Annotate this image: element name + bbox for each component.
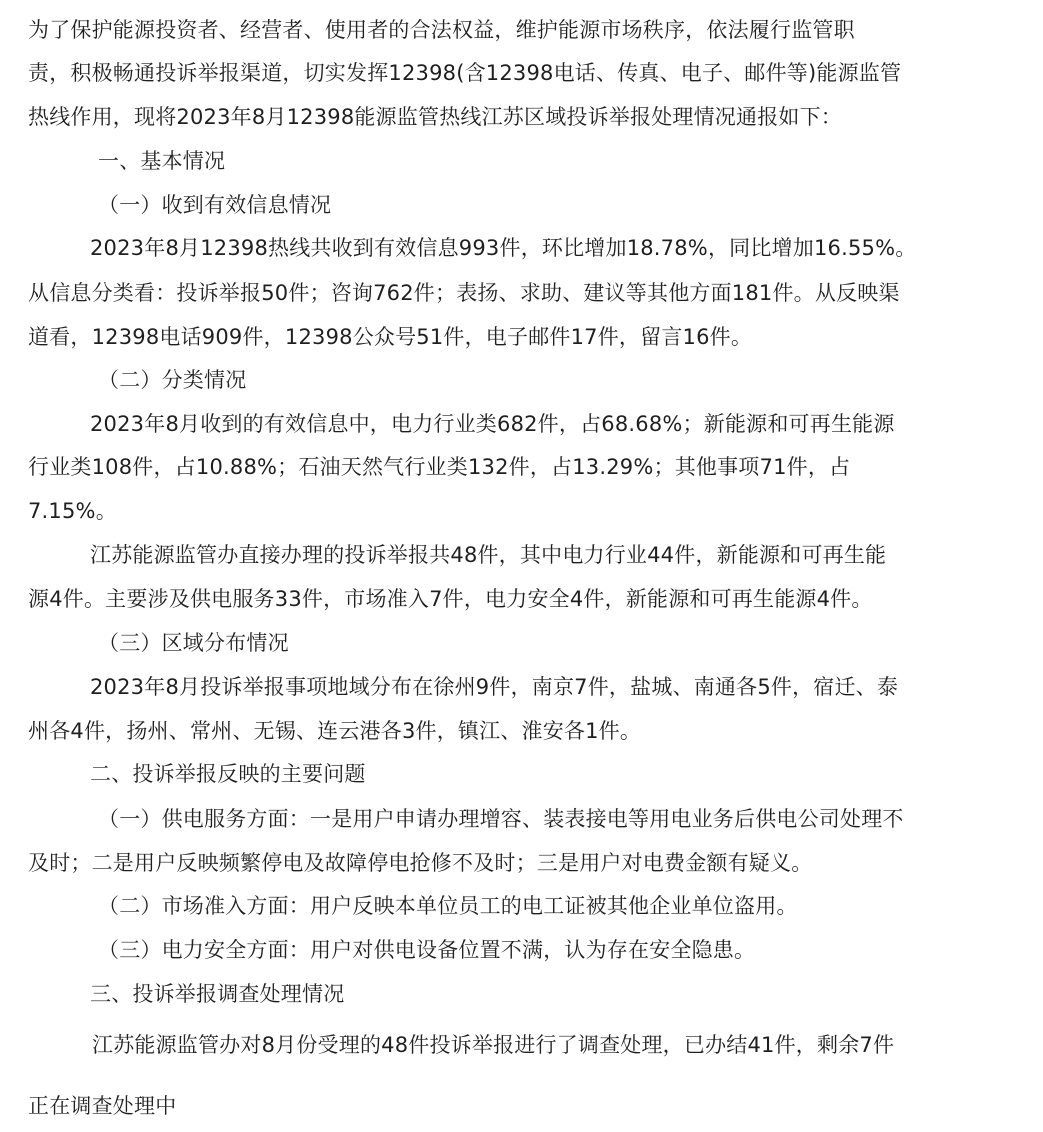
paragraph-power-supply-line-1: （一）供电服务方面：一是用户申请办理增容、装表接电等用电业务后供电公司处理不: [98, 807, 904, 831]
paragraph-power-safety: （三）电力安全方面：用户对供电设备位置不满，认为存在安全隐患。: [98, 938, 756, 962]
paragraph-valid-info-line-1: 2023年8月12398热线共收到有效信息993件，环比增加18.78%，同比增加16.55%。: [90, 236, 917, 260]
paragraph-regional-line-2: 州各4件，扬州、常州、无锡、连云港各3件，镇江、淮安各1件。: [28, 719, 642, 743]
paragraph-intro-line-1: 为了保护能源投资者、经营者、使用者的合法权益，维护能源市场秩序，依法履行监管职: [28, 18, 855, 42]
paragraph-power-supply-line-2: 及时；二是用户反映频繁停电及故障停电抢修不及时；三是用户对电费金额有疑义。: [28, 851, 813, 875]
paragraph-classification-line-3: 7.15%。: [28, 499, 117, 523]
paragraph-valid-info-line-3: 道看，12398电话909件，12398公众号51件，电子邮件17件，留言16件。: [28, 325, 753, 349]
subsection-heading-valid-info: （一）收到有效信息情况: [98, 193, 332, 217]
paragraph-classification-line-2: 行业类108件，占10.88%；石油天然气行业类132件，占13.29%；其他事项71件，占: [28, 455, 851, 479]
section-heading-basic-situation: 一、基本情况: [98, 149, 226, 173]
paragraph-intro-line-2: 责，积极畅通投诉举报渠道，切实发挥12398(含12398电话、传真、电子、邮件等)能源监管: [28, 61, 902, 85]
paragraph-direct-handling-line-1: 江苏能源监管办直接办理的投诉举报共48件，其中电力行业44件，新能源和可再生能: [90, 543, 887, 567]
subsection-heading-classification: （二）分类情况: [98, 368, 247, 392]
paragraph-intro-line-3: 热线作用，现将2023年8月12398能源监管热线江苏区域投诉举报处理情况通报如下：: [28, 105, 843, 129]
subsection-heading-regional-distribution: （三）区域分布情况: [98, 631, 289, 655]
paragraph-investigation-line-1: 江苏能源监管办对8月份受理的48件投诉举报进行了调查处理，已办结41件，剩余7件: [92, 1033, 895, 1057]
paragraph-investigation-line-2: 正在调查处理中: [28, 1094, 177, 1118]
section-heading-investigation: 三、投诉举报调查处理情况: [90, 982, 345, 1006]
paragraph-regional-line-1: 2023年8月投诉举报事项地域分布在徐州9件，南京7件，盐城、南通各5件，宿迁、泰: [90, 675, 899, 699]
paragraph-valid-info-line-2: 从信息分类看：投诉举报50件；咨询762件；表扬、求助、建议等其他方面181件。从反映渠: [28, 281, 900, 305]
section-heading-main-issues: 二、投诉举报反映的主要问题: [90, 762, 366, 786]
paragraph-classification-line-1: 2023年8月收到的有效信息中，电力行业类682件，占68.68%；新能源和可再生能源: [90, 412, 895, 436]
paragraph-market-access: （二）市场准入方面：用户反映本单位员工的电工证被其他企业单位盗用。: [98, 894, 798, 918]
paragraph-direct-handling-line-2: 源4件。主要涉及供电服务33件，市场准入7件，电力安全4件，新能源和可再生能源4件。: [28, 587, 873, 611]
